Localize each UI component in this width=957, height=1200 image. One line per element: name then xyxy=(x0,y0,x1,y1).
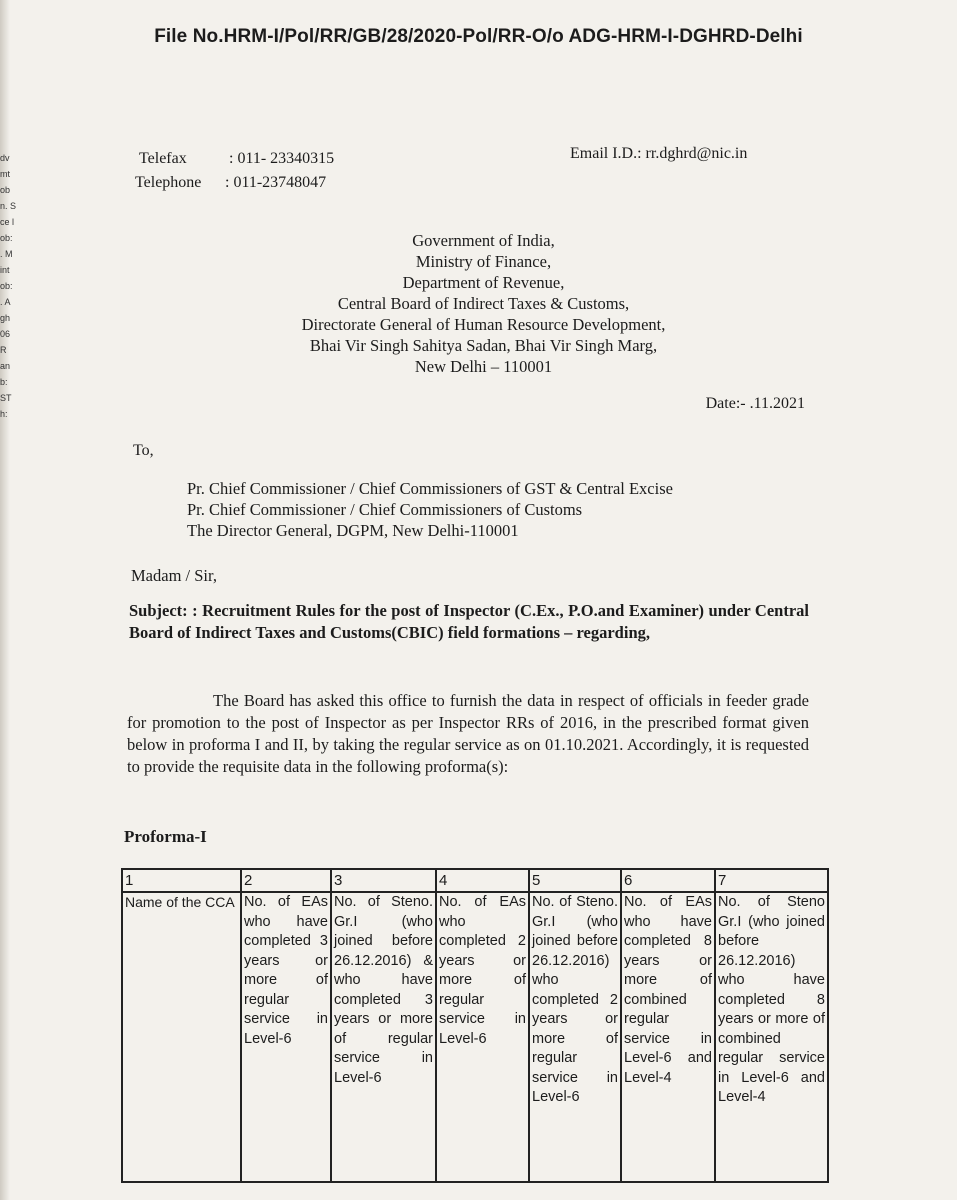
telephone-label: Telephone xyxy=(135,174,202,191)
margin-fragment: ob: xyxy=(0,233,13,243)
recipient-line: The Director General, DGPM, New Delhi-110001 xyxy=(187,521,519,540)
margin-fragment: ob: xyxy=(0,281,13,291)
margin-fragment: mt xyxy=(0,169,10,179)
subject-line: Subject: : Recruitment Rules for the post of Inspector (C.Ex., P.O.and Examiner) under Central Board of Indirect Taxes and Customs(CBIC) field formations – regarding, xyxy=(129,601,809,642)
column-header: No. of Steno. Gr.I (who joined before 26.12.2016) who completed 2 years or more of regular service in Level-6 xyxy=(529,892,621,1182)
margin-fragment: dv xyxy=(0,153,10,163)
margin-fragment: int xyxy=(0,265,10,275)
margin-fragment: h: xyxy=(0,409,8,419)
telefax-value: : 011- 23340315 xyxy=(229,150,335,167)
column-number: 2 xyxy=(241,869,331,892)
margin-fragment: n. S xyxy=(0,201,17,211)
proforma-title: Proforma-I xyxy=(124,827,207,846)
address-line: Bhai Vir Singh Sahitya Sadan, Bhai Vir Singh Marg, xyxy=(309,336,658,355)
to-label: To, xyxy=(133,442,154,459)
column-number: 4 xyxy=(436,869,529,892)
salutation: Madam / Sir, xyxy=(131,566,217,585)
table-number-row xyxy=(122,869,828,892)
address-line: Government of India, xyxy=(412,231,555,250)
column-number: 7 xyxy=(715,869,828,892)
margin-fragment: ce l xyxy=(0,217,15,227)
address-block xyxy=(0,230,957,377)
body-paragraph: The Board has asked this office to furnish the data in respect of officials in feeder grade for promotion to the post of Inspector as per Inspector RRs of 2016, in the prescribed format given below in proforma I and II, by taking the regular service as on 01.10.2021. Accordingly, it is requested to provide the requisite data in the following proforma(s): xyxy=(127,691,809,776)
column-header: Name of the CCA xyxy=(122,892,241,1182)
margin-fragment: an xyxy=(0,361,11,371)
address-line: Department of Revenue, xyxy=(402,273,565,292)
margin-fragment: b: xyxy=(0,377,8,387)
telephone-value: : 011-23748047 xyxy=(225,174,327,191)
column-header: No. of Steno. Gr.I (who joined before 26.12.2016) & who have completed 3 years or more of regular service in Level-6 xyxy=(331,892,436,1182)
margin-fragment: . M xyxy=(0,249,13,259)
column-header: No. of Steno Gr.I (who joined before 26.12.2016) who have completed 8 years or more of combined regular service in Level-6 and Level-4 xyxy=(715,892,828,1182)
column-number: 3 xyxy=(331,869,436,892)
letter-date: Date:- .11.2021 xyxy=(705,395,805,412)
telephone-line xyxy=(135,174,326,192)
margin-fragment: gh xyxy=(0,313,11,323)
recipients-block xyxy=(187,478,673,541)
column-header: No. of EAs who have completed 3 years or more of regular service in Level-6 xyxy=(241,892,331,1182)
file-number-heading: File No.HRM-I/Pol/RR/GB/28/2020-Pol/RR-O/o ADG-HRM-I-DGHRD-Delhi xyxy=(154,26,803,47)
column-header: No. of EAs who have completed 8 years or more of combined regular service in Level-6 and Level-4 xyxy=(621,892,715,1182)
column-number: 6 xyxy=(621,869,715,892)
margin-fragment: R xyxy=(0,345,7,355)
margin-fragment: ST xyxy=(0,393,12,403)
email-line: Email I.D.: rr.dghrd@nic.in xyxy=(570,145,748,162)
address-line: New Delhi – 110001 xyxy=(414,357,553,376)
address-line: Directorate General of Human Resource Development, xyxy=(301,315,666,334)
margin-fragment: . A xyxy=(0,297,11,307)
proforma-table xyxy=(121,868,829,1183)
telefax-line xyxy=(139,150,334,168)
recipient-line: Pr. Chief Commissioner / Chief Commissioners of GST & Central Excise xyxy=(187,479,673,498)
margin-fragment: 06 xyxy=(0,329,11,339)
margin-fragment: ob xyxy=(0,185,11,195)
recipient-line: Pr. Chief Commissioner / Chief Commissioners of Customs xyxy=(187,500,583,519)
column-number: 1 xyxy=(122,869,241,892)
column-header: No. of EAs who completed 2 years or more of regular service in Level-6 xyxy=(436,892,529,1182)
address-line: Central Board of Indirect Taxes & Customs, xyxy=(337,294,630,313)
address-line: Ministry of Finance, xyxy=(415,252,552,271)
telefax-label: Telefax xyxy=(139,150,187,167)
table-header-row xyxy=(122,892,828,1182)
column-number: 5 xyxy=(529,869,621,892)
